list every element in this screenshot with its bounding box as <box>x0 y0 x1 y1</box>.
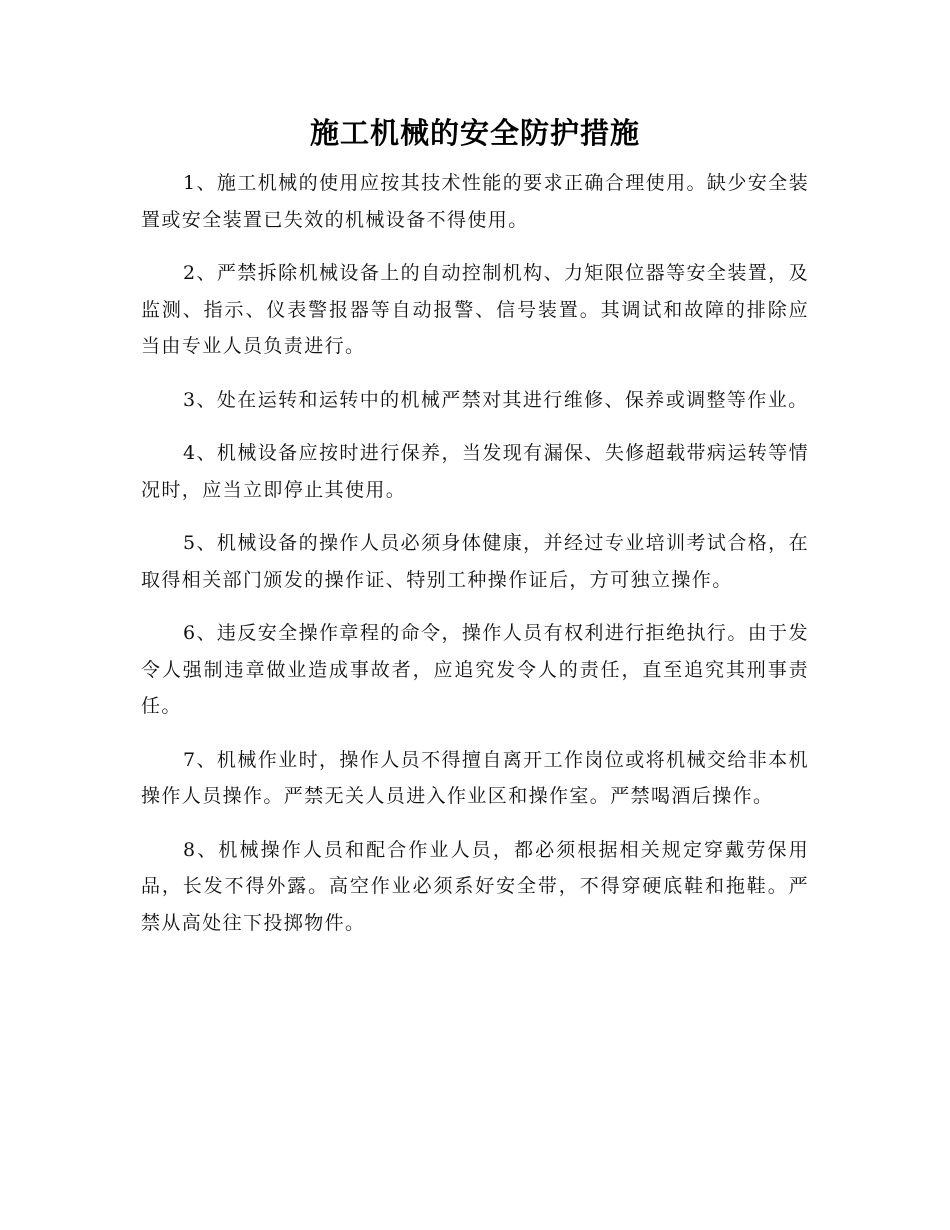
paragraph-5: 5、机械设备的操作人员必须身体健康，并经过专业培训考试合格，在取得相关部门颁发的操作证、特别工种操作证后，方可独立操作。 <box>141 532 809 591</box>
paragraph-7: 7、机械作业时，操作人员不得擅自离开工作岗位或将机械交给非本机操作人员操作。严禁无关人员进入作业区和操作室。严禁喝酒后操作。 <box>141 748 809 807</box>
paragraph-6: 6、违反安全操作章程的命令，操作人员有权利进行拒绝执行。由于发令人强制违章做业造成事故者，应追究发令人的责任，直至追究其刑事责任。 <box>141 622 809 717</box>
paragraph-4: 4、机械设备应按时进行保养，当发现有漏保、失修超载带病运转等情况时，应当立即停止其使用。 <box>141 442 809 501</box>
paragraph-3: 3、处在运转和运转中的机械严禁对其进行维修、保养或调整等作业。 <box>183 388 809 411</box>
paragraph-1: 1、施工机械的使用应按其技术性能的要求正确合理使用。缺少安全装置或安全装置已失效的机械设备不得使用。 <box>141 172 809 231</box>
document-body <box>141 165 809 958</box>
document-title: 施工机械的安全防护措施 <box>309 116 640 150</box>
paragraph-8: 8、机械操作人员和配合作业人员，都必须根据相关规定穿戴劳保用品，长发不得外露。高空作业必须系好安全带，不得穿硬底鞋和拖鞋。严禁从高处往下投掷物件。 <box>141 838 809 934</box>
paragraph-2: 2、严禁拆除机械设备上的自动控制机构、力矩限位器等安全装置，及监测、指示、仪表警报器等自动报警、信号装置。其调试和故障的排除应当由专业人员负责进行。 <box>141 262 809 357</box>
